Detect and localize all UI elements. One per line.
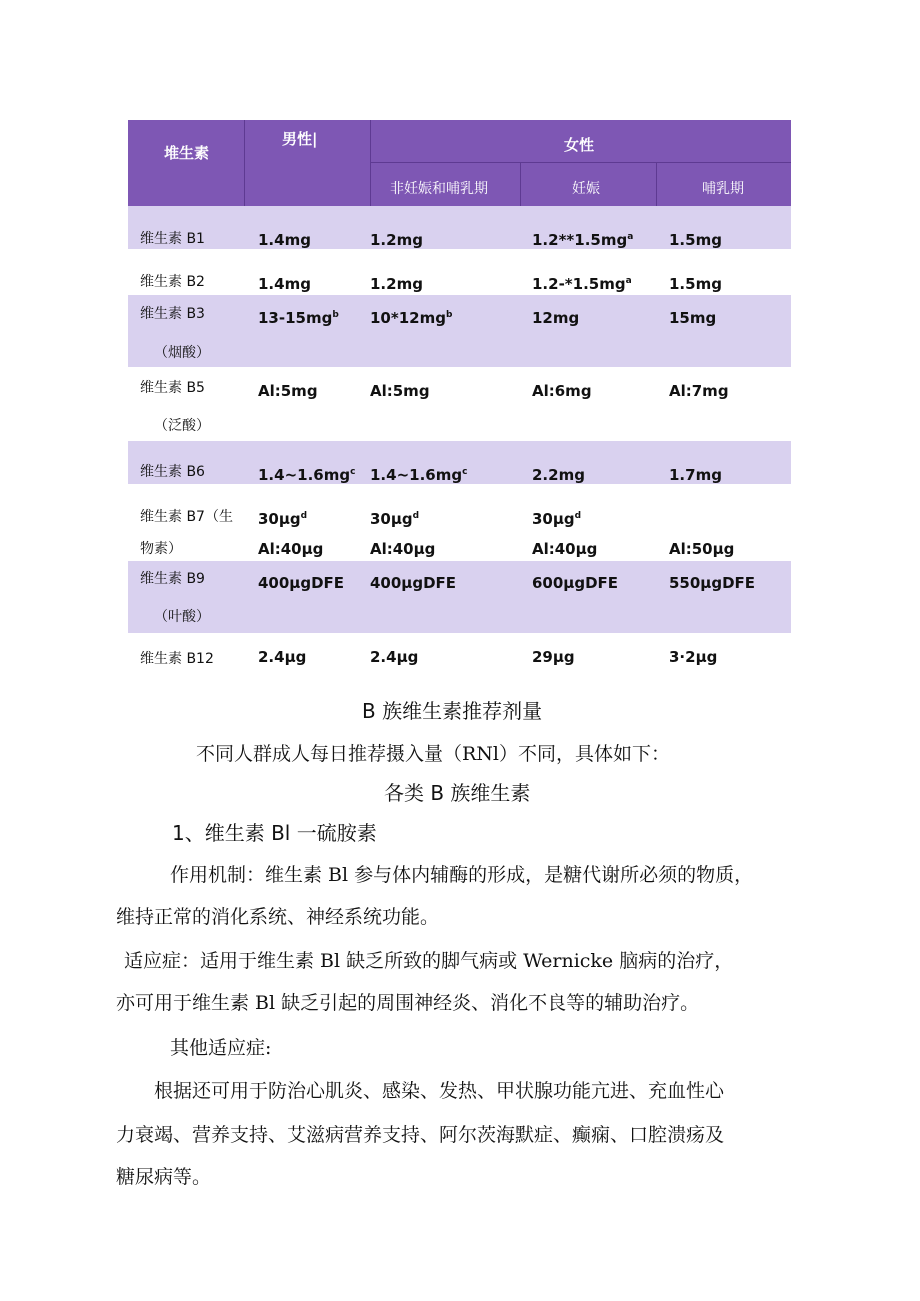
mechanism-line-2: 维持正常的消化系统、神经系统功能。 <box>116 906 440 928</box>
row-b3-lact: 15mg <box>669 309 717 327</box>
row-b9-preg: 600μgDFE <box>532 574 619 592</box>
header-non-pregnant: 非妊娠和哺乳期 <box>390 181 488 197</box>
row-b7-male-ai: Al:40μg <box>258 540 324 558</box>
indication-line-2: 亦可用于维生素 Bl 缺乏引起的周围神经炎、消化不良等的辅助治疗。 <box>116 992 700 1014</box>
header-male: 男性| <box>282 130 318 148</box>
table-caption: B 族维生素推荐剂量 <box>362 699 543 723</box>
row-b1-nonpreg: 1.2mg <box>370 231 423 249</box>
row-b7-name: 维生素 B7（生 <box>140 509 233 525</box>
row-b2-male: 1.4mg <box>258 275 311 293</box>
row-b1-name: 维生素 B1 <box>140 231 205 247</box>
row-b7-lact-ai: Al:50μg <box>669 540 735 558</box>
vitamin-b-table <box>128 120 791 682</box>
row-b7-name-cont: 物素） <box>140 541 182 557</box>
row-b7-nonpreg: $30\mu g^d$ <box>370 510 420 528</box>
row-b3-male: $13-15mg^b$ <box>258 309 339 327</box>
row-b5-preg: Al:6mg <box>532 382 592 400</box>
other-line-2: 力衰竭、营养支持、艾滋病营养支持、阿尔茨海默症、癫痫、口腔溃疡及 <box>116 1124 725 1146</box>
mechanism-line-1: 作用机制：维生素 Bl 参与体内辅酶的形成，是糖代谢所必须的物质， <box>170 864 754 886</box>
table-header <box>128 120 791 206</box>
row-b9-lact: 550μgDFE <box>669 574 756 592</box>
row-band <box>128 295 791 367</box>
row-b3-paren: （烟酸） <box>154 345 210 361</box>
row-b5-male: Al:5mg <box>258 382 318 400</box>
row-b5-paren: （泛酸） <box>154 418 210 434</box>
row-b3-name: 维生素 B3 <box>140 306 205 322</box>
row-b7-preg: $30\mu g^d$ <box>532 510 582 528</box>
intro-text: 不同人群成人每日推荐摄入量（RNl）不同，具体如下： <box>196 743 671 765</box>
row-b7-preg-ai: Al:40μg <box>532 540 598 558</box>
row-b12-male: 2.4μg <box>258 648 307 666</box>
row-b7-nonpreg-ai: Al:40μg <box>370 540 436 558</box>
row-b12-lact: 3·2μg <box>669 648 718 666</box>
other-line-3: 糖尿病等。 <box>116 1166 212 1188</box>
row-b1-lact: 1.5mg <box>669 231 722 249</box>
row-b5-lact: Al:7mg <box>669 382 729 400</box>
row-b7-male: $30\mu g^d$ <box>258 510 308 528</box>
row-b2-preg: $1.2-*1.5mg^a$ <box>532 275 632 293</box>
row-b5-nonpreg: Al:5mg <box>370 382 430 400</box>
other-indications-label: 其他适应症: <box>170 1037 272 1059</box>
row-b9-male: 400μgDFE <box>258 574 345 592</box>
other-line-1: 根据还可用于防治心肌炎、感染、发热、甲状腺功能亢进、充血性心 <box>154 1080 725 1102</box>
row-b2-lact: 1.5mg <box>669 275 722 293</box>
row-b12-nonpreg: 2.4μg <box>370 648 419 666</box>
row-b12-name: 维生素 B12 <box>140 651 214 667</box>
header-vitamin: 堆生素 <box>164 144 210 162</box>
row-b9-nonpreg: 400μgDFE <box>370 574 457 592</box>
row-b3-nonpreg: $10*12mg^b$ <box>370 309 453 327</box>
row-b6-name: 维生素 B6 <box>140 464 205 480</box>
header-pregnant: 妊娠 <box>572 181 600 197</box>
section-title: 各类 B 族维生素 <box>384 781 531 805</box>
row-b2-name: 维生素 B2 <box>140 274 205 290</box>
row-b2-nonpreg: 1.2mg <box>370 275 423 293</box>
row-b3-preg: 12mg <box>532 309 580 327</box>
row-b5-name: 维生素 B5 <box>140 380 205 396</box>
row-b6-preg: 2.2mg <box>532 466 585 484</box>
row-b6-male: $1.4\sim 1.6mg^c$ <box>258 466 356 484</box>
row-b1-male: 1.4mg <box>258 231 311 249</box>
indication-line-1: 适应症：适用于维生素 Bl 缺乏所致的脚气病或 Wernicke 脑病的治疗， <box>124 950 734 972</box>
row-b12-preg: 29μg <box>532 648 575 666</box>
row-b9-name: 维生素 B9 <box>140 571 205 587</box>
row-band <box>128 561 791 633</box>
row-b6-nonpreg: $1.4\sim 1.6mg^c$ <box>370 466 468 484</box>
sub-title: 1、维生素 Bl 一硫胺素 <box>172 821 377 845</box>
row-b9-paren: （叶酸） <box>154 609 210 625</box>
header-lactation: 哺乳期 <box>702 181 744 197</box>
row-b1-preg: $1.2**1.5mg^a$ <box>532 231 634 249</box>
row-b6-lact: 1.7mg <box>669 466 722 484</box>
header-female: 女性 <box>564 136 595 154</box>
